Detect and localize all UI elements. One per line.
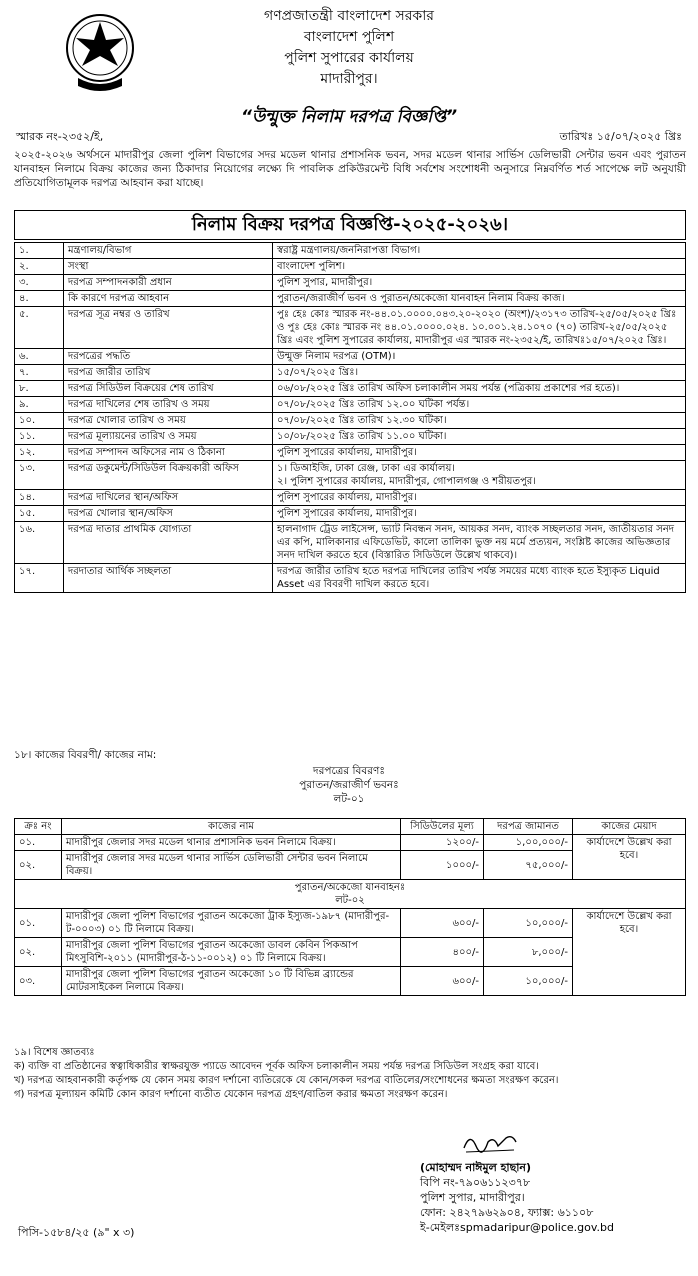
info-row	[15, 349, 686, 365]
info-row-label: দরপত্র দাখিলের স্থান/অফিস	[64, 490, 273, 506]
officer-email-line	[420, 1220, 690, 1235]
lot2-caption-line: পুরাতন/অকেজো যানবাহনঃ	[294, 882, 406, 893]
info-row-label: দরপত্র দাতার প্রাথমিক যোগ্যতা	[64, 522, 273, 564]
info-row-number: ৩.	[15, 275, 64, 291]
info-row-value: উন্মুক্ত নিলাম দরপত্র (OTM)।	[273, 349, 686, 365]
info-row	[15, 564, 686, 593]
special-note: ক) ব্যক্তি বা প্রতিষ্ঠানের স্বত্বাধিকারীর স্বাক্ষরযুক্ত প্যাডে আবেদন পূর্বক অফিস চলাকালীন সময় পর্যন্ত দরপত্র সিডিউল সংগ্রহ করা যাবে।	[14, 1061, 539, 1072]
info-row-value: পুলিশ সুপার, মাদারীপুর।	[273, 275, 686, 291]
info-row-number: ৭.	[15, 365, 64, 381]
info-row-number: ৬.	[15, 349, 64, 365]
info-row-number: ১৬.	[15, 522, 64, 564]
officer-title: পুলিশ সুপার, মাদারীপুর।	[420, 1191, 525, 1204]
info-row	[15, 307, 686, 349]
lot-duration: কার্যাদেশে উল্লেখ করা হবে।	[573, 909, 686, 996]
info-row-number: ১৪.	[15, 490, 64, 506]
info-row	[15, 490, 686, 506]
col-serial: ক্রঃ নং	[15, 819, 62, 835]
info-row-value: পুলিশ সুপারের কার্যালয়, মাদারীপুর।	[273, 506, 686, 522]
info-row-number: ২.	[15, 259, 64, 275]
email-address[interactable]: spmadaripur@police.gov.bd	[460, 1221, 614, 1234]
lot-work-name: মাদারীপুর জেলা পুলিশ বিভাগের পুরাতন অকেজো ১০ টি বিভিন্ন ব্র্যান্ডের মোটরসাইকেল নিলামে বিক্রয়।	[62, 967, 401, 996]
info-row	[15, 243, 686, 259]
notice-title: “উন্মুক্ত নিলাম দরপত্র বিজ্ঞপ্তি”	[240, 107, 458, 127]
tender-banner: নিলাম বিক্রয় দরপত্র বিজ্ঞপ্তি-২০২৫-২০২৬।	[14, 210, 686, 240]
letterhead	[0, 6, 698, 90]
info-row-label: দরপত্র খোলার তারিখ ও সময়	[64, 413, 273, 429]
info-row-value: ০৭/০৮/২০২৫ খ্রিঃ তারিখ ১২.৩০ ঘটিকা।	[273, 413, 686, 429]
info-row-value: হালনাগাদ ট্রেড লাইসেন্স, ভ্যাট নিবন্ধন সনদ, আয়কর সনদ, ব্যাংক সচ্ছলতার সনদ, জাতীয়তার সনদ এর কপি, মালিকানার এফিডেভিট, কালো তালিকা ভুক্ত নয় মর্মে প্রত্যয়ন, সংশ্লিষ্ট কাজের অভিজ্ঞতার সনদ দাখিল করতে হবে (বিস্তারিত সিডিউলে উল্লেখ থাকবে)।	[273, 522, 686, 564]
lot-serial: ০২.	[15, 851, 62, 880]
lot-work-name: মাদারীপুর জেলার সদর মডেল থানার সার্ভিস ডেলিভারী সেন্টার ভবন নিলামে বিক্রয়।	[62, 851, 401, 880]
info-row-label: দরপত্র সম্পাদনকারী প্রধান	[64, 275, 273, 291]
info-row-number: ৮.	[15, 381, 64, 397]
info-row-value: পুরাতন/জরাজীর্ণ ভবন ও পুরাতন/অকেজো যানবাহন নিলাম বিক্রয় কাজ।	[273, 291, 686, 307]
info-row-label: দরপত্রের পদ্ধতি	[64, 349, 273, 365]
info-row-number: ১২.	[15, 445, 64, 461]
info-row-value: পুঃ হেঃ কোঃ স্মারক নং-৪৪.০১.০০০০.০৪৩.২০-২০২০ (অংশ)/২৩১৭৩ তারিখ-২৫/০৫/২০২৫ খ্রিঃ ও পুঃ হেঃ কোঃ স্মারক নং ৪৪.০১.০০০০.০২৪. ১০.০০১.২৪.১০৭০ (৭০) তারিখ-২৫/০৫/২০২৫ খ্রিঃ এবং পুলিশ সুপারের কার্যালয়, মাদারীপুর এর স্মারক নং-২৩৫২/ই, তারিখঃ১৫/০৭/২০২৫ খ্রিঃ।	[273, 307, 686, 349]
info-row	[15, 291, 686, 307]
info-row-number: ১.	[15, 243, 64, 259]
print-code: পিসি-১৫৮৪/২৫ (৯" x ৩)	[18, 1226, 135, 1239]
lot-work-name: মাদারীপুর জেলা পুলিশ বিভাগের পুরাতন অকেজো ট্রাক ইস্যুজ-১৯৮৭ (মাদারীপুর-ট-০০০৩) ০১ টি নিলামে বিক্রয়।	[62, 909, 401, 938]
info-row	[15, 365, 686, 381]
lot-serial: ০১.	[15, 909, 62, 938]
col-work-name: কাজের নাম	[62, 819, 401, 835]
lot-serial: ০৩.	[15, 967, 62, 996]
info-row-label: দরপত্র খোলার স্থান/অফিস	[64, 506, 273, 522]
lot-serial: ০২.	[15, 938, 62, 967]
info-row-label: দরদাতার আর্থিক সচ্ছলতা	[64, 564, 273, 593]
info-row-value: ১৫/০৭/২০২৫ খ্রিঃ।	[273, 365, 686, 381]
lot1-caption-line: দরপত্রের বিবরণঃ	[313, 765, 385, 777]
info-row-value: ০৭/০৮/২০২৫ খ্রিঃ তারিখ ১২.০০ ঘটিকা পর্যন্ত।	[273, 397, 686, 413]
officer-bp-number: বিপি নং-৭৯০৬১১২৩৭৮	[420, 1176, 531, 1189]
info-row	[15, 259, 686, 275]
info-row	[15, 397, 686, 413]
info-row-label: দরপত্র সিডিউল বিক্রয়ের শেষ তারিখ	[64, 381, 273, 397]
special-note: খ) দরপত্র আহবানকারী কর্তৃপক্ষ যে কোন সময় কারণ দর্শানো ব্যতিরেকে যে কোন/সকল দরপত্র বাতিলের/সংশোধনের ক্ষমতা সংরক্ষণ করেন।	[14, 1075, 559, 1086]
info-row-label: কি কারণে দরপত্র আহবান	[64, 291, 273, 307]
lot-security: ৮,০০০/-	[484, 938, 573, 967]
lots-header-row	[15, 819, 686, 835]
info-row	[15, 381, 686, 397]
info-row-number: ১১.	[15, 429, 64, 445]
letterhead-office: পুলিশ সুপারের কার্যালয়	[284, 50, 414, 66]
lot2-caption-line: লট-০২	[335, 895, 365, 906]
info-row-number: ৯.	[15, 397, 64, 413]
signature-block	[420, 1160, 690, 1235]
lot-work-name: মাদারীপুর জেলা পুলিশ বিভাগের পুরাতন অকেজো ডাবল কেবিন পিকআপ মিৎসুবিশি-২০১১ (মাদারীপুর-ঠ-১১-০০১২) ০১ টি নিলামে বিক্রয়।	[62, 938, 401, 967]
info-row	[15, 506, 686, 522]
info-row-label: দরপত্র সূত্র নম্বর ও তারিখ	[64, 307, 273, 349]
lot-schedule-price: ৬০০/-	[401, 967, 484, 996]
info-row-value: বাংলাদেশ পুলিশ।	[273, 259, 686, 275]
special-notes-title: ১৯। বিশেষ জ্ঞাতব্যঃ	[14, 1047, 95, 1058]
info-row-label: দরপত্র মূল্যায়নের তারিখ ও সময়	[64, 429, 273, 445]
lot-security: ১০,০০০/-	[484, 909, 573, 938]
info-row-number: ৫.	[15, 307, 64, 349]
officer-phone: ফোন: ২৪২৭৯৬২৯০৪, ফ্যাক্স: ৬১১০৮	[420, 1206, 594, 1219]
info-row-label: সংস্থা	[64, 259, 273, 275]
lot-row	[15, 909, 686, 938]
lot1-caption-line: লট-০১	[333, 793, 365, 805]
lot-schedule-price: ৬০০/-	[401, 909, 484, 938]
lot-security: ৭৫,০০০/-	[484, 851, 573, 880]
lot2-caption	[15, 880, 686, 909]
lot2-caption-row	[15, 880, 686, 909]
col-duration: কাজের মেয়াদ	[573, 819, 686, 835]
info-row	[15, 413, 686, 429]
letterhead-district: মাদারীপুর।	[320, 71, 378, 87]
info-row	[15, 522, 686, 564]
memo-number: স্মারক নং-২৩৫২/ই,	[16, 130, 104, 143]
info-row-value: পুলিশ সুপারের কার্যালয়, মাদারীপুর।	[273, 490, 686, 506]
info-row-value: ১০/০৮/২০২৫ খ্রিঃ তারিখ ১১.০০ ঘটিকা।	[273, 429, 686, 445]
lot-schedule-price: ১২০০/-	[401, 835, 484, 851]
info-row-number: ১৩.	[15, 461, 64, 490]
info-row-number: ১০.	[15, 413, 64, 429]
col-schedule-price: সিডিউলের মূল্য	[401, 819, 484, 835]
info-row-number: ৪.	[15, 291, 64, 307]
special-notes	[14, 1046, 686, 1102]
info-row-value: ০৬/০৮/২০২৫ খ্রিঃ তারিখ অফিস চলাকালীন সময় পর্যন্ত (পত্রিকায় প্রকাশের পর হতে)।	[273, 381, 686, 397]
lot-duration: কার্যাদেশে উল্লেখ করা হবে।	[573, 835, 686, 880]
info-row-value: পুলিশ সুপারের কার্যালয়, মাদারীপুর।	[273, 445, 686, 461]
lot-row	[15, 835, 686, 851]
info-row-label: দরপত্র ডকুমেন্ট/সিডিউল বিক্রয়কারী অফিস	[64, 461, 273, 490]
lot1-caption-line: পুরাতন/জরাজীর্ণ ভবনঃ	[299, 779, 399, 791]
lot-security: ১০,০০০/-	[484, 967, 573, 996]
lots-table	[14, 818, 686, 996]
info-row-label: দরপত্র জারীর তারিখ	[64, 365, 273, 381]
info-row-label: মন্ত্রণালয়/বিভাগ	[64, 243, 273, 259]
col-security: দরপত্র জামানত	[484, 819, 573, 835]
info-row	[15, 461, 686, 490]
info-row-value: ১। ডিআইজি, ঢাকা রেঞ্জ, ঢাকা এর কার্যালয়। ২। পুলিশ সুপারের কার্যালয়, মাদারীপুর, গোপালগঞ্জ ও শরীয়তপুর।	[273, 461, 686, 490]
special-note: গ) দরপত্র মূল্যায়ন কমিটি কোন কারণ দর্শানো ব্যতীত যেকোন দরপত্র গ্রহণ/বাতিল করার ক্ষমতা সংরক্ষণ করেন।	[14, 1089, 448, 1100]
work-description-heading: ১৮। কাজের বিবরণী/ কাজের নাম:	[14, 749, 157, 761]
info-row-value: স্বরাষ্ট্র মন্ত্রণালয়/জননিরাপত্তা বিভাগ।	[273, 243, 686, 259]
tender-info-table	[14, 242, 686, 593]
info-row-value: দরপত্র জারীর তারিখ হতে দরপত্র দাখিলের তারিখ পর্যন্ত সময়ের মধ্যে ব্যাংক হতে ইস্যুকৃত Liquid Asset এর বিবরণী দাখিল করতে হবে।	[273, 564, 686, 593]
info-row	[15, 429, 686, 445]
info-row	[15, 445, 686, 461]
handwritten-signature	[460, 1128, 520, 1156]
letterhead-organization: বাংলাদেশ পুলিশ	[303, 29, 395, 45]
lot1-caption	[0, 764, 698, 806]
lot-schedule-price: ৪০০/-	[401, 938, 484, 967]
intro-paragraph: ২০২৫-২০২৬ অর্থসনে মাদারীপুর জেলা পুলিশ বিভাগের সদর মডেল থানার প্রশাসনিক ভবন, সদর মডেল থানার সার্ভিস ডেলিভারী সেন্টার ভবন এবং পুরাতন যানবাহন নিলামে বিক্রয় কাজের জন্য ঠিকাদার নিয়োগের লক্ষ্যে দি পাবলিক প্রকিউরমেন্ট বিধি সর্বশেষ সংশোধনী অনুসারে নিম্নবর্ণিত শর্ত সাপেক্ষে লট অনুযায়ী প্রতিযোগিতামূলক দরপত্র আহবান করা যাচ্ছে।	[14, 149, 686, 189]
officer-name: (মোহাম্মদ নাঈমুল হাছান)	[420, 1161, 532, 1174]
info-row	[15, 275, 686, 291]
info-row-label: দরপত্র দাখিলের শেষ তারিখ ও সময়	[64, 397, 273, 413]
info-row-number: ১৫.	[15, 506, 64, 522]
email-label: ই-মেইলঃ	[420, 1221, 461, 1234]
info-row-number: ১৭.	[15, 564, 64, 593]
lot-schedule-price: ১০০০/-	[401, 851, 484, 880]
letterhead-government: গণপ্রজাতন্ত্রী বাংলাদেশ সরকার	[264, 8, 434, 24]
lot-security: ১,০০,০০০/-	[484, 835, 573, 851]
info-row-label: দরপত্র সম্পাদন অফিসের নাম ও ঠিকানা	[64, 445, 273, 461]
lot-work-name: মাদারীপুর জেলার সদর মডেল থানার প্রশাসনিক ভবন নিলামে বিক্রয়।	[62, 835, 401, 851]
memo-date: তারিখঃ ১৫/০৭/২০২৫ খ্রিঃ	[559, 130, 682, 143]
lot-serial: ০১.	[15, 835, 62, 851]
